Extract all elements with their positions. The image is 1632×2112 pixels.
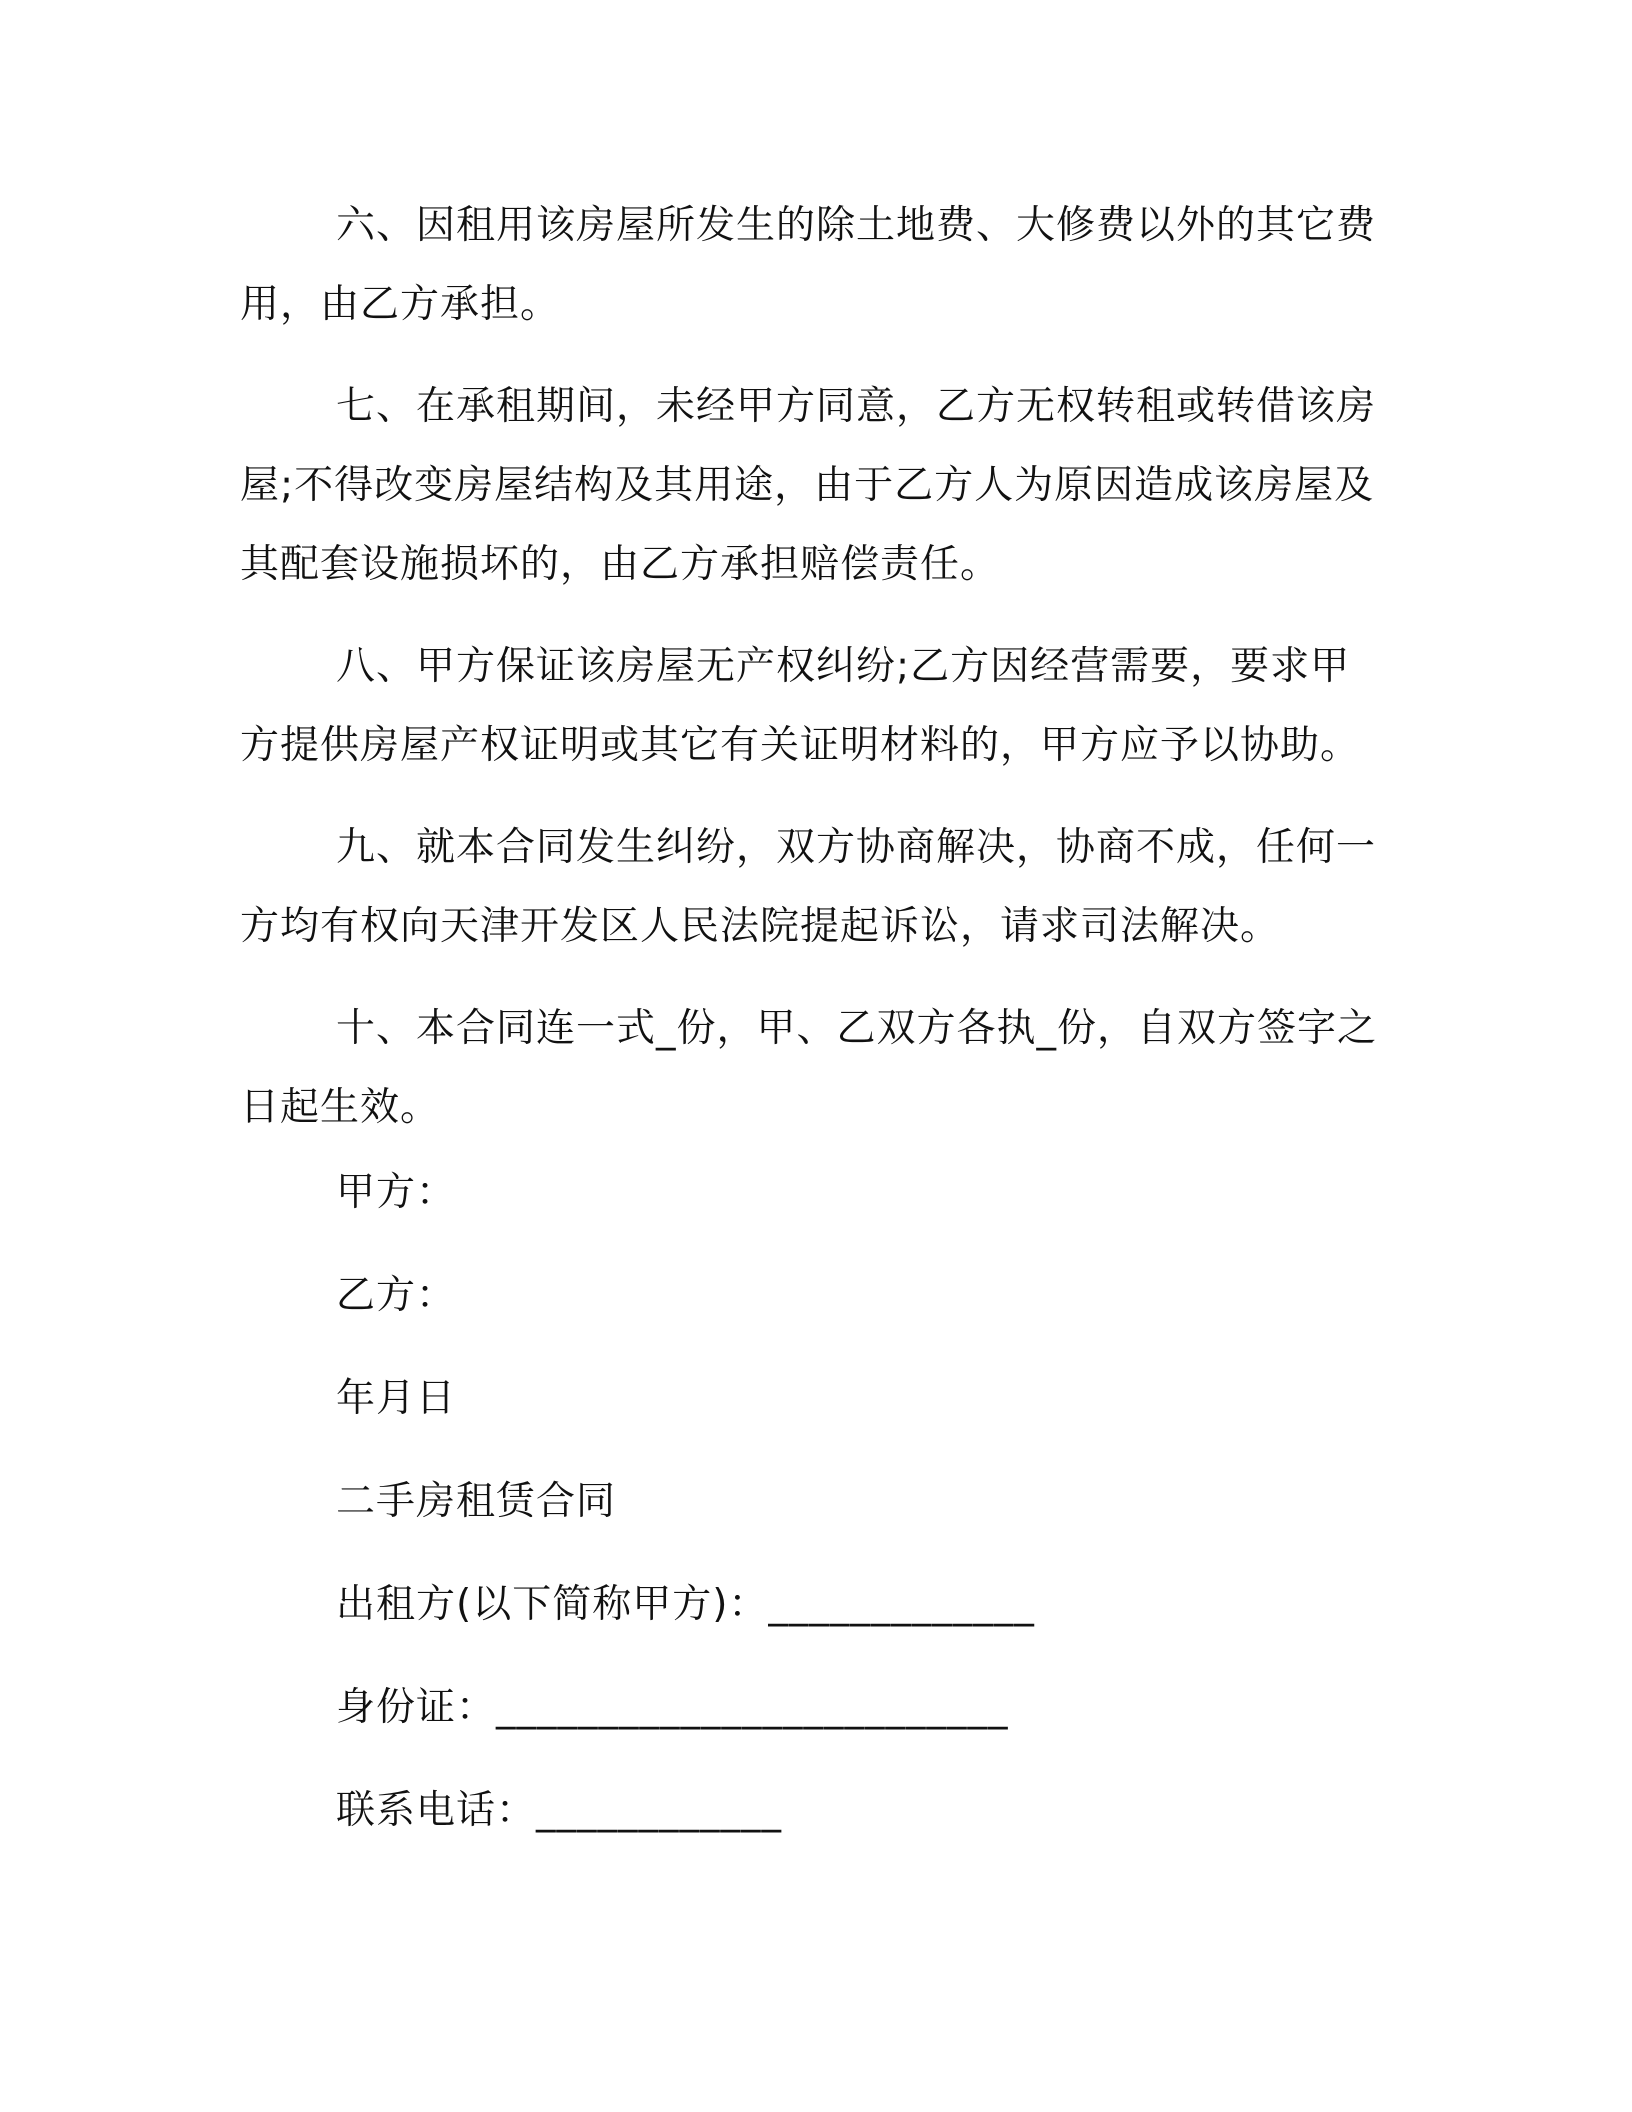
party-b-signature: 乙方： [336,1273,457,1318]
party-a-signature: 甲方： [336,1170,457,1215]
clause-10: 十、本合同连一式_份，甲、乙双方各执_份，自双方签字之日起生效。 [240,1006,1378,1130]
clause-7: 七、在承租期间，未经甲方同意，乙方无权转租或转借该房屋;不得改变房屋结构及其用途，由于乙方人为原因造成该房屋及其配套设施损坏的，由乙方承担赔偿责任。 [240,384,1377,587]
id-card-field: 身份证：_________________________ [336,1685,1009,1730]
next-contract-title: 二手房租赁合同 [336,1479,617,1524]
clause-9: 九、就本合同发生纠纷，双方协商解决，协商不成，任何一方均有权向天津开发区人民法院提起诉讼，请求司法解决。 [240,825,1377,949]
phone-field: 联系电话：____________ [336,1788,783,1833]
signature-date: 年月日 [336,1376,457,1421]
clause-8: 八、甲方保证该房屋无产权纠纷;乙方因经营需要，要求甲方提供房屋产权证明或其它有关证明材料的，甲方应予以协助。 [240,644,1361,768]
clause-6: 六、因租用该房屋所发生的除土地费、大修费以外的其它费用，由乙方承担。 [240,203,1377,327]
lessor-field: 出租方(以下简称甲方)：_____________ [336,1582,1035,1627]
contract-body [240,186,1390,1170]
